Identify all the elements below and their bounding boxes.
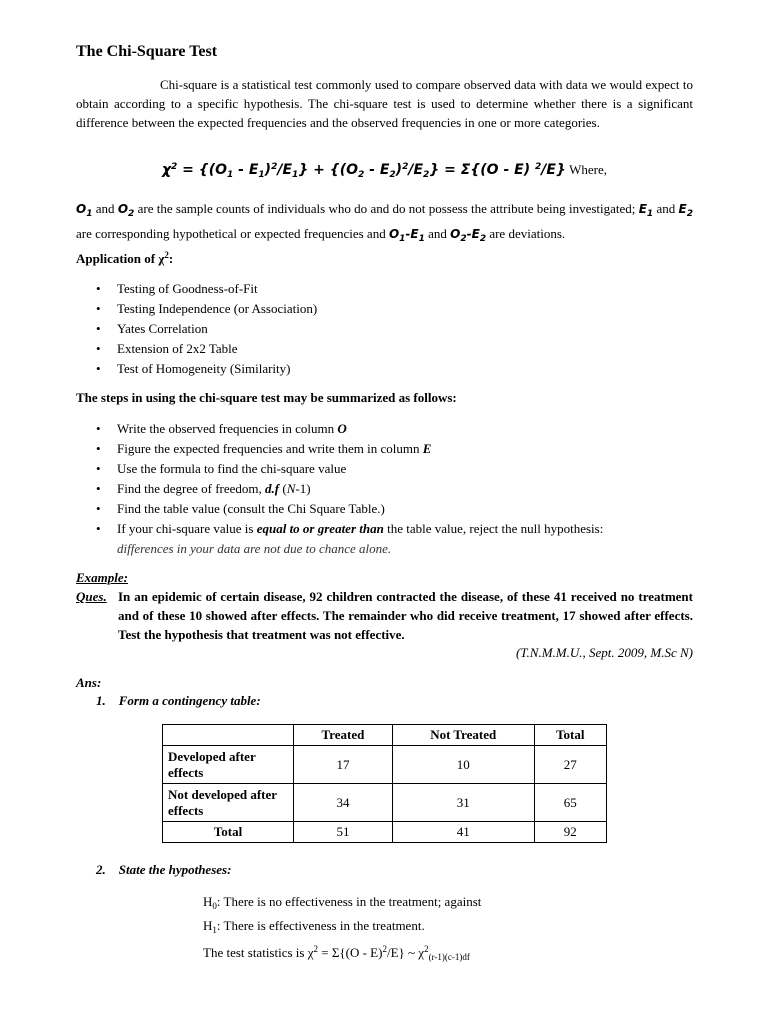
symbol-sub: 2 <box>686 209 693 219</box>
formula-part: ) <box>395 162 403 178</box>
symbol-e1: E <box>638 202 647 216</box>
formula-part: ) <box>264 162 272 178</box>
heading-colon: : <box>168 251 174 266</box>
example-label: Example: <box>76 570 128 585</box>
formula-sub: 2 <box>423 170 430 180</box>
ts-sup: 2 <box>424 944 429 954</box>
table-header: Not Treated <box>392 725 534 746</box>
null-hypothesis <box>203 892 703 916</box>
formula-part: /E <box>408 162 424 178</box>
formula-sup: 2 <box>271 162 278 172</box>
formula-part: /E} <box>541 162 566 178</box>
text-part: are the sample counts of individuals who do and do not possess the attribute being investigated; <box>134 201 639 216</box>
formula-part: } = Σ{(O - E) <box>429 162 535 178</box>
formula-sup: 2 <box>171 162 178 172</box>
table-header-row <box>163 725 607 746</box>
formula-sub: 1 <box>258 170 265 180</box>
formula-sub: 1 <box>227 170 234 180</box>
symbol-e1: -E <box>405 227 419 241</box>
page-title: The Chi-Square Test <box>76 43 218 60</box>
n-symbol: N <box>286 481 296 496</box>
text-part: the table value, reject the null hypothesis: <box>383 521 604 536</box>
hypothesis-text: : There is no effectiveness in the treatment; against <box>216 894 482 909</box>
h-sub: 0 <box>212 901 217 911</box>
text-part: are deviations. <box>486 226 566 241</box>
ts-text: The test statistics is χ <box>203 945 314 960</box>
list-item: • Yates Correlation <box>76 319 693 339</box>
list-item: • Use the formula to find the chi-square value <box>76 459 693 479</box>
row-label: Developed after effects <box>163 746 294 784</box>
chi-square-formula <box>76 162 693 180</box>
symbol-sub: 1 <box>646 209 654 219</box>
row-label: Total <box>163 822 294 843</box>
symbol-sub: 1 <box>399 234 406 244</box>
table-cell: 92 <box>534 822 606 843</box>
step-1-heading: 1. Form a contingency table: <box>96 693 261 708</box>
symbol-sub: 2 <box>128 209 135 219</box>
table-cell: 31 <box>392 784 534 822</box>
text-part: and <box>424 226 451 241</box>
text-part: If your chi-square value is <box>117 521 257 536</box>
question-block <box>76 587 693 644</box>
application-heading <box>76 250 693 267</box>
ts-text: = Σ{(O - E) <box>317 945 383 960</box>
list-item: • Testing of Goodness-of-Fit <box>76 279 693 299</box>
application-list <box>76 279 693 379</box>
formula-where: Where, <box>565 162 608 177</box>
table-cell: 41 <box>392 822 534 843</box>
symbol-sub: 2 <box>479 234 487 244</box>
symbol-o2: O <box>117 202 129 216</box>
question-label: Ques. <box>76 589 107 604</box>
list-item: • Testing Independence (or Association) <box>76 299 693 319</box>
ts-sub: (r-1)(c-1)df <box>428 952 470 962</box>
text-part: and <box>653 201 679 216</box>
list-item: • Extension of 2x2 Table <box>76 339 693 359</box>
symbol-o1: O <box>76 202 87 216</box>
table-row <box>163 746 607 784</box>
table-cell: 27 <box>534 746 606 784</box>
formula-part: - E <box>364 162 390 178</box>
symbol-o1: O <box>388 227 400 241</box>
formula-part: /E <box>277 162 293 178</box>
list-item <box>76 419 693 439</box>
table-header <box>163 725 294 746</box>
table-cell: 34 <box>294 784 393 822</box>
h-symbol: H <box>203 894 213 909</box>
step-2-heading: 2. State the hypotheses: <box>96 862 232 877</box>
note-text: differences in your data are not due to chance alone. <box>117 541 392 556</box>
text-part: Write the observed frequencies in column <box>117 421 338 436</box>
symbol-e2: -E <box>466 227 480 241</box>
h-sub: 1 <box>212 925 217 935</box>
symbol-o2: O <box>450 227 461 241</box>
row-label: Not developed after effects <box>163 784 294 822</box>
table-row <box>163 784 607 822</box>
heading-text: Application of χ <box>76 251 165 266</box>
text-part: Find the degree of freedom, <box>117 481 266 496</box>
symbol-sub: 1 <box>86 209 93 219</box>
formula-sub: 2 <box>358 170 365 180</box>
table-header: Total <box>534 725 606 746</box>
question-source: (T.N.M.M.U., Sept. 2009, M.Sc N) <box>515 645 693 660</box>
column-o: O <box>337 421 347 436</box>
list-item: • Test of Homogeneity (Similarity) <box>76 359 693 379</box>
contingency-table <box>162 724 607 843</box>
table-cell: 17 <box>294 746 393 784</box>
question-text: In an epidemic of certain disease, 92 children contracted the disease, of these 41 received no treatment and of these 10 showed after effects. The remainder who did receive treatment, 17 showed after effects. Test the hypothesis that treatment was not effective. <box>118 589 693 642</box>
definitions-paragraph <box>76 199 693 249</box>
text-part: Figure the expected frequencies and write them in column <box>117 441 423 456</box>
list-item <box>76 439 693 459</box>
list-item: • Find the table value (consult the Chi Square Table.) <box>76 499 693 519</box>
hypothesis-text: : There is effectiveness in the treatment. <box>216 918 425 933</box>
text-part: -1) <box>295 481 311 496</box>
test-statistic <box>203 940 703 967</box>
table-cell: 51 <box>294 822 393 843</box>
alternative-hypothesis <box>203 916 703 940</box>
intro-paragraph: Chi-square is a statistical test commonly used to compare observed data with data we would expect to obtain according to a specific hypothesis. The chi-square test is used to determine whether there is a significant difference between the expected frequencies and the observed frequencies in one or more categories. <box>76 77 693 130</box>
formula-sub: 1 <box>292 170 299 180</box>
steps-heading: The steps in using the chi-square test may be summarized as follows: <box>76 390 457 405</box>
table-cell: 65 <box>534 784 606 822</box>
formula-sup: 2 <box>534 162 542 172</box>
ts-text: /E} ~ χ <box>386 945 425 960</box>
df-label: d.f <box>265 481 280 496</box>
table-row <box>163 822 607 843</box>
symbol-sub: 2 <box>460 234 467 244</box>
formula-part: = {(O <box>177 162 228 178</box>
emphasis: equal to or greater than <box>256 521 384 536</box>
formula-part: } + {(O <box>298 162 359 178</box>
answer-label: Ans: <box>76 675 102 690</box>
hypotheses-block <box>203 892 703 967</box>
ts-sup: 2 <box>382 944 387 954</box>
ts-sup: 2 <box>313 944 318 954</box>
text-part: ( <box>279 481 287 496</box>
table-header: Treated <box>294 725 393 746</box>
column-e: E <box>422 441 432 456</box>
h-symbol: H <box>203 918 213 933</box>
heading-sup: 2 <box>164 250 169 260</box>
symbol-sub: 1 <box>418 234 425 244</box>
formula-sup: 2 <box>402 162 409 172</box>
chi-symbol: χ <box>161 162 171 178</box>
list-item <box>76 519 693 559</box>
formula-part: - E <box>233 162 259 178</box>
steps-list <box>76 419 693 559</box>
formula-sub: 2 <box>389 170 396 180</box>
text-part: are corresponding hypothetical or expected frequencies and <box>76 226 389 241</box>
table-cell: 10 <box>392 746 534 784</box>
symbol-e2: E <box>678 202 687 216</box>
text-part: and <box>92 201 118 216</box>
list-item <box>76 479 693 499</box>
